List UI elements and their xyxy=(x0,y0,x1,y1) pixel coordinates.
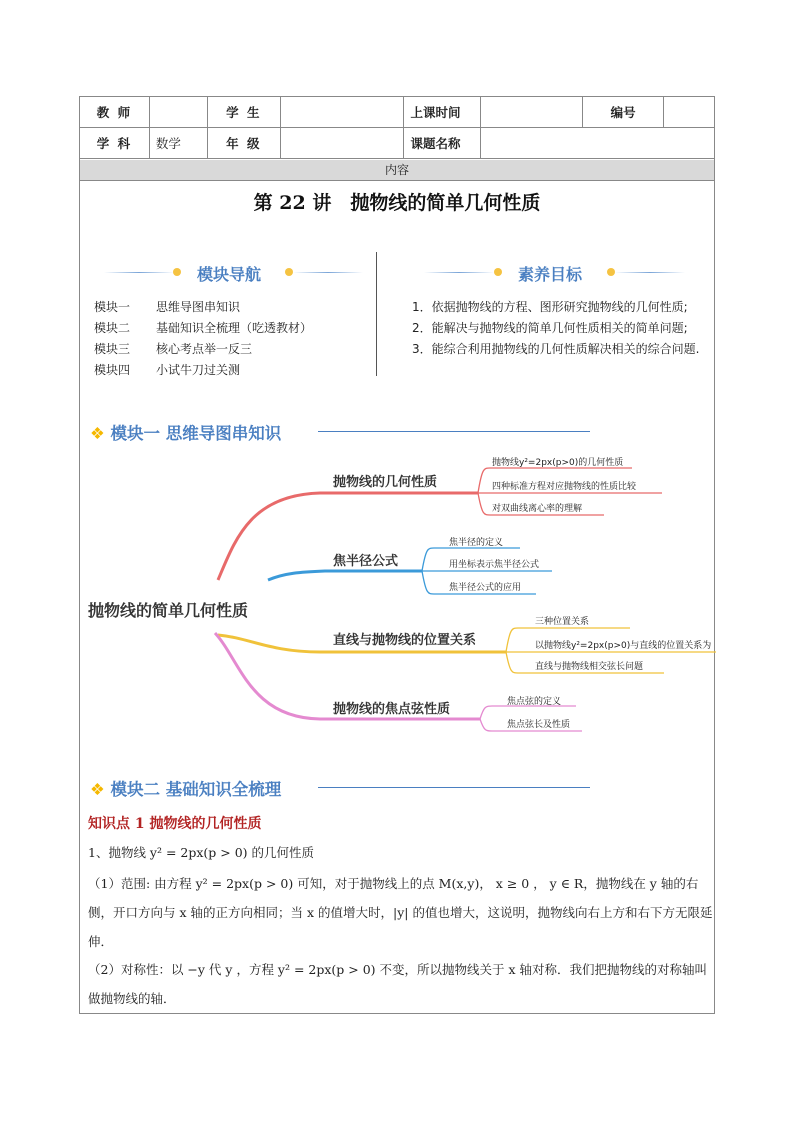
mindmap-branch-focal-radius: 焦半径公式 xyxy=(333,554,399,569)
subject-label: 学 科 xyxy=(80,128,150,159)
nav-item[interactable]: 模块一 思维导图串知识 xyxy=(94,300,241,314)
module2-heading: ❖ 模块二 基础知识全梳理 xyxy=(90,780,282,799)
lesson-title: 第 22 讲 抛物线的简单几何性质 xyxy=(253,192,541,214)
knowledge-point-title: 知识点 1 抛物线的几何性质 xyxy=(88,816,262,832)
nav-heading: 模块导航 xyxy=(197,265,262,284)
mindmap-leaf: 焦半径公式的应用 xyxy=(449,583,522,593)
class-time-label: 上课时间 xyxy=(404,97,481,128)
diamond-icon: ❖ xyxy=(90,780,105,799)
paragraph-1: 1、抛物线 y² = 2px(p > 0) 的几何性质 xyxy=(88,845,315,860)
mindmap-leaf: 焦点弦的定义 xyxy=(507,697,562,707)
nav-item[interactable]: 模块三 核心考点举一反三 xyxy=(94,342,253,356)
module1-heading: ❖ 模块一 思维导图串知识 xyxy=(90,424,282,443)
number-label: 编号 xyxy=(583,97,664,128)
mindmap-branch-focal-chord: 抛物线的焦点弦性质 xyxy=(333,702,451,717)
paragraph-symmetry: （2）对称性：以 −y 代 y ，方程 y² = 2px(p > 0) 不变，所以抛物线关于 x 轴对称．我们把抛物线的对称轴叫做抛物线的轴． xyxy=(88,962,708,1006)
mindmap-leaf: 四种标准方程对应抛物线的性质比较 xyxy=(492,482,637,492)
nav-item[interactable]: 模块二 基础知识全梳理（吃透教材） xyxy=(94,321,313,335)
mindmap-leaf: 对双曲线离心率的理解 xyxy=(492,504,583,514)
mindmap-leaf: 直线与抛物线相交弦长问题 xyxy=(535,662,644,672)
mindmap-leaf: 焦点弦长及性质 xyxy=(507,720,571,730)
mindmap-leaf: 焦半径的定义 xyxy=(449,538,504,548)
diamond-icon: ❖ xyxy=(90,424,105,443)
grade-label: 年 级 xyxy=(207,128,280,159)
student-label: 学 生 xyxy=(207,97,280,128)
mindmap-root: 抛物线的简单几何性质 xyxy=(88,601,249,620)
mindmap-branch-line-position: 直线与抛物线的位置关系 xyxy=(333,633,477,648)
mindmap-leaf: 以抛物线y²=2px(p>0)与直线的位置关系为 xyxy=(535,641,712,651)
goal-item: 3．能综合利用抛物线的几何性质解决相关的综合问题. xyxy=(412,342,700,356)
subject-value: 数学 xyxy=(149,128,207,159)
mindmap-leaf: 抛物线y²=2px(p>0)的几何性质 xyxy=(492,458,624,468)
paragraph-range: （1）范围: 由方程 y² = 2px(p > 0) 可知，对于抛物线上的点 M(x,y)， x ≥ 0 ， y ∈ R，抛物线在 y 轴的右侧，开口方向与 x 轴的正方向相同；当 x 的值增大时，|y| 的值也增大，这说明，抛物线向右上方和右下方无限延伸． xyxy=(88,876,713,949)
module2-rule xyxy=(318,787,590,788)
goal-item: 1．依据抛物线的方程、图形研究抛物线的几何性质; xyxy=(412,300,688,314)
mindmap-branch-geometry: 抛物线的几何性质 xyxy=(333,475,438,490)
mindmap-leaf: 用坐标表示焦半径公式 xyxy=(449,560,540,570)
goal-item: 2．能解决与抛物线的简单几何性质相关的简单问题; xyxy=(412,321,688,335)
mindmap-leaf: 三种位置关系 xyxy=(535,617,590,627)
teacher-label: 教 师 xyxy=(80,97,150,128)
nav-item[interactable]: 模块四 小试牛刀过关测 xyxy=(94,363,241,377)
topic-label: 课题名称 xyxy=(404,128,481,159)
goals-heading: 素养目标 xyxy=(518,265,583,284)
content-bar: 内容 xyxy=(80,160,714,181)
